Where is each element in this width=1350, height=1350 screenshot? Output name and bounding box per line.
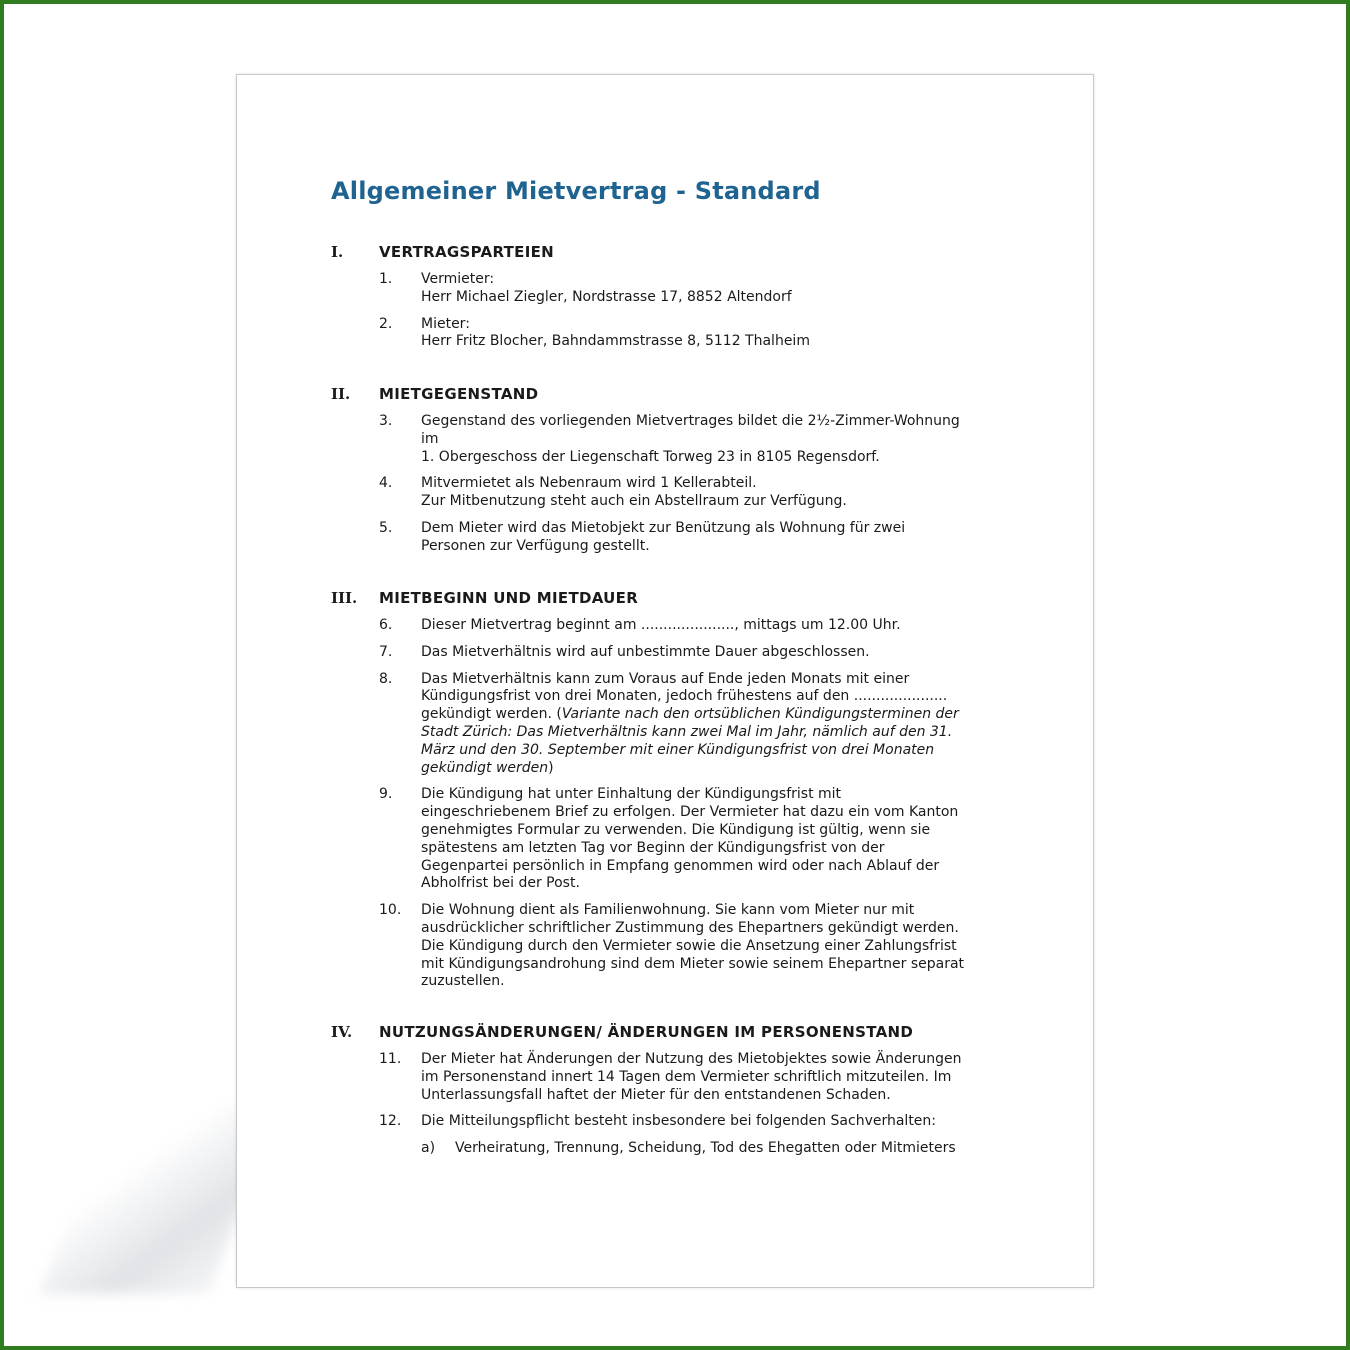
clause-text: Vermieter: (421, 271, 495, 287)
clause-7 (331, 644, 1011, 662)
section-numeral: II. (331, 385, 351, 403)
clause-text: Dieser Mietvertrag beginnt am ....................., mittags um 12.00 Uhr. (421, 617, 901, 633)
section-title: VERTRAGSPARTEIEN (379, 243, 554, 261)
clause-3 (331, 413, 1011, 466)
subclause-a (331, 1140, 1011, 1158)
clause-text: mit Kündigungsandrohung sind dem Mieter sowie seinem Ehepartner separat (421, 955, 965, 972)
clause-8 (331, 671, 1011, 778)
clause-text: Gegenpartei persönlich in Empfang genommen wird oder nach Ablauf der (421, 857, 940, 874)
clause-text: ) (548, 759, 554, 776)
clause-text: im Personenstand innert 14 Tagen dem Vermieter schriftlich mitzuteilen. Im (421, 1068, 952, 1085)
clause-number: 9. (379, 786, 393, 803)
clause-1 (331, 271, 1011, 307)
section-heading (331, 243, 1011, 263)
section-mietgegenstand (331, 385, 1011, 565)
section-mietbeginn (331, 589, 1011, 1000)
clause-text: Herr Michael Ziegler, Nordstrasse 17, 8852 Altendorf (421, 288, 792, 305)
clause-text: 1. Obergeschoss der Liegenschaft Torweg 23 in 8105 Regensdorf. (421, 448, 880, 465)
document-title: Allgemeiner Mietvertrag - Standard (331, 177, 821, 205)
clause-text: Dem Mieter wird das Mietobjekt zur Benützung als Wohnung für zwei (421, 519, 906, 536)
clause-number: 7. (379, 643, 393, 660)
clause-number: 5. (379, 519, 393, 536)
section-numeral: IV. (331, 1023, 353, 1041)
clause-number: 10. (379, 902, 402, 919)
section-nutzungsaenderungen (331, 1023, 1011, 1158)
clause-text: Kündigungsfrist von drei Monaten, jedoch frühestens auf den ..................... (421, 688, 948, 705)
clause-11 (331, 1051, 1011, 1104)
clause-variant-text: März und den 30. September mit einer Kündigungsfrist von drei Monaten (421, 741, 935, 758)
clause-text: Die Kündigung hat unter Einhaltung der Kündigungsfrist mit (421, 786, 842, 803)
clause-12 (331, 1113, 1011, 1131)
section-vertragsparteien (331, 243, 1011, 360)
section-title: MIETGEGENSTAND (379, 385, 539, 403)
section-numeral: I. (331, 243, 344, 261)
clause-number: 11. (379, 1051, 402, 1067)
clause-text: Das Mietverhältnis wird auf unbestimmte Dauer abgeschlossen. (421, 643, 870, 660)
clause-text: eingeschriebenem Brief zu erfolgen. Der Vermieter hat dazu ein vom Kanton (421, 804, 959, 821)
clause-text: spätestens am letzten Tag vor Beginn der Kündigungsfrist von der (421, 839, 885, 856)
section-numeral: III. (331, 589, 358, 607)
clause-text: Personen zur Verfügung gestellt. (421, 537, 650, 554)
section-heading (331, 589, 1011, 609)
clause-text: Abholfrist bei der Post. (421, 875, 580, 892)
clause-text: Mieter: (421, 315, 470, 332)
clause-5 (331, 520, 1011, 556)
clause-text: zuzustellen. (421, 973, 505, 990)
section-title: NUTZUNGSÄNDERUNGEN/ ÄNDERUNGEN IM PERSONENSTAND (379, 1023, 914, 1041)
clause-text: Mitvermietet als Nebenraum wird 1 Kellerabteil. (421, 475, 757, 492)
clause-text: gekündigt werden. ( (421, 706, 562, 723)
clause-number: 1. (379, 271, 393, 287)
clause-10 (331, 902, 1011, 991)
clause-number: 4. (379, 475, 393, 492)
clause-variant-text: gekündigt werden (421, 759, 549, 776)
clause-4 (331, 475, 1011, 511)
clause-number: 2. (379, 315, 393, 332)
section-heading (331, 1023, 1011, 1043)
clause-number: 12. (379, 1113, 402, 1130)
clause-2 (331, 316, 1011, 352)
clause-number: 3. (379, 413, 393, 429)
section-title: MIETBEGINN UND MIETDAUER (379, 589, 639, 607)
clause-text: Die Kündigung durch den Vermieter sowie die Ansetzung einer Zahlungsfrist (421, 937, 957, 954)
section-heading (331, 385, 1011, 405)
clause-text: Zur Mitbenutzung steht auch ein Abstellraum zur Verfügung. (421, 493, 847, 510)
clause-6 (331, 617, 1011, 635)
document-page (236, 74, 1094, 1288)
clause-text: Das Mietverhältnis kann zum Voraus auf Ende jeden Monats mit einer (421, 670, 910, 687)
clause-text: Unterlassungsfall haftet der Mieter für den entstandenen Schaden. (421, 1086, 891, 1103)
clause-number: 6. (379, 617, 393, 633)
clause-9 (331, 786, 1011, 893)
clause-text: Gegenstand des vorliegenden Mietvertrages bildet die 2½-Zimmer-Wohnung (421, 413, 960, 429)
clause-text: ausdrücklicher schriftlicher Zustimmung des Ehepartners gekündigt werden. (421, 919, 959, 936)
clause-number: 8. (379, 670, 393, 687)
clause-text: im (421, 430, 439, 447)
clause-text: Der Mieter hat Änderungen der Nutzung des Mietobjektes sowie Änderungen (421, 1051, 962, 1067)
clause-text: Herr Fritz Blocher, Bahndammstrasse 8, 5112 Thalheim (421, 333, 810, 350)
clause-variant-text: Stadt Zürich: Das Mietverhältnis kann zwei Mal im Jahr, nämlich auf den 31. (421, 723, 953, 740)
clause-text: genehmigtes Formular zu verwenden. Die Kündigung ist gültig, wenn sie (421, 821, 931, 838)
subclause-label: a) (421, 1140, 436, 1157)
clause-variant-text: Variante nach den ortsüblichen Kündigungsterminen der (561, 706, 959, 723)
subclause-text: Verheiratung, Trennung, Scheidung, Tod des Ehegatten oder Mitmieters (455, 1140, 956, 1157)
clause-text: Die Wohnung dient als Familienwohnung. Sie kann vom Mieter nur mit (421, 902, 915, 919)
clause-text: Die Mitteilungspflicht besteht insbesondere bei folgenden Sachverhalten: (421, 1113, 937, 1130)
